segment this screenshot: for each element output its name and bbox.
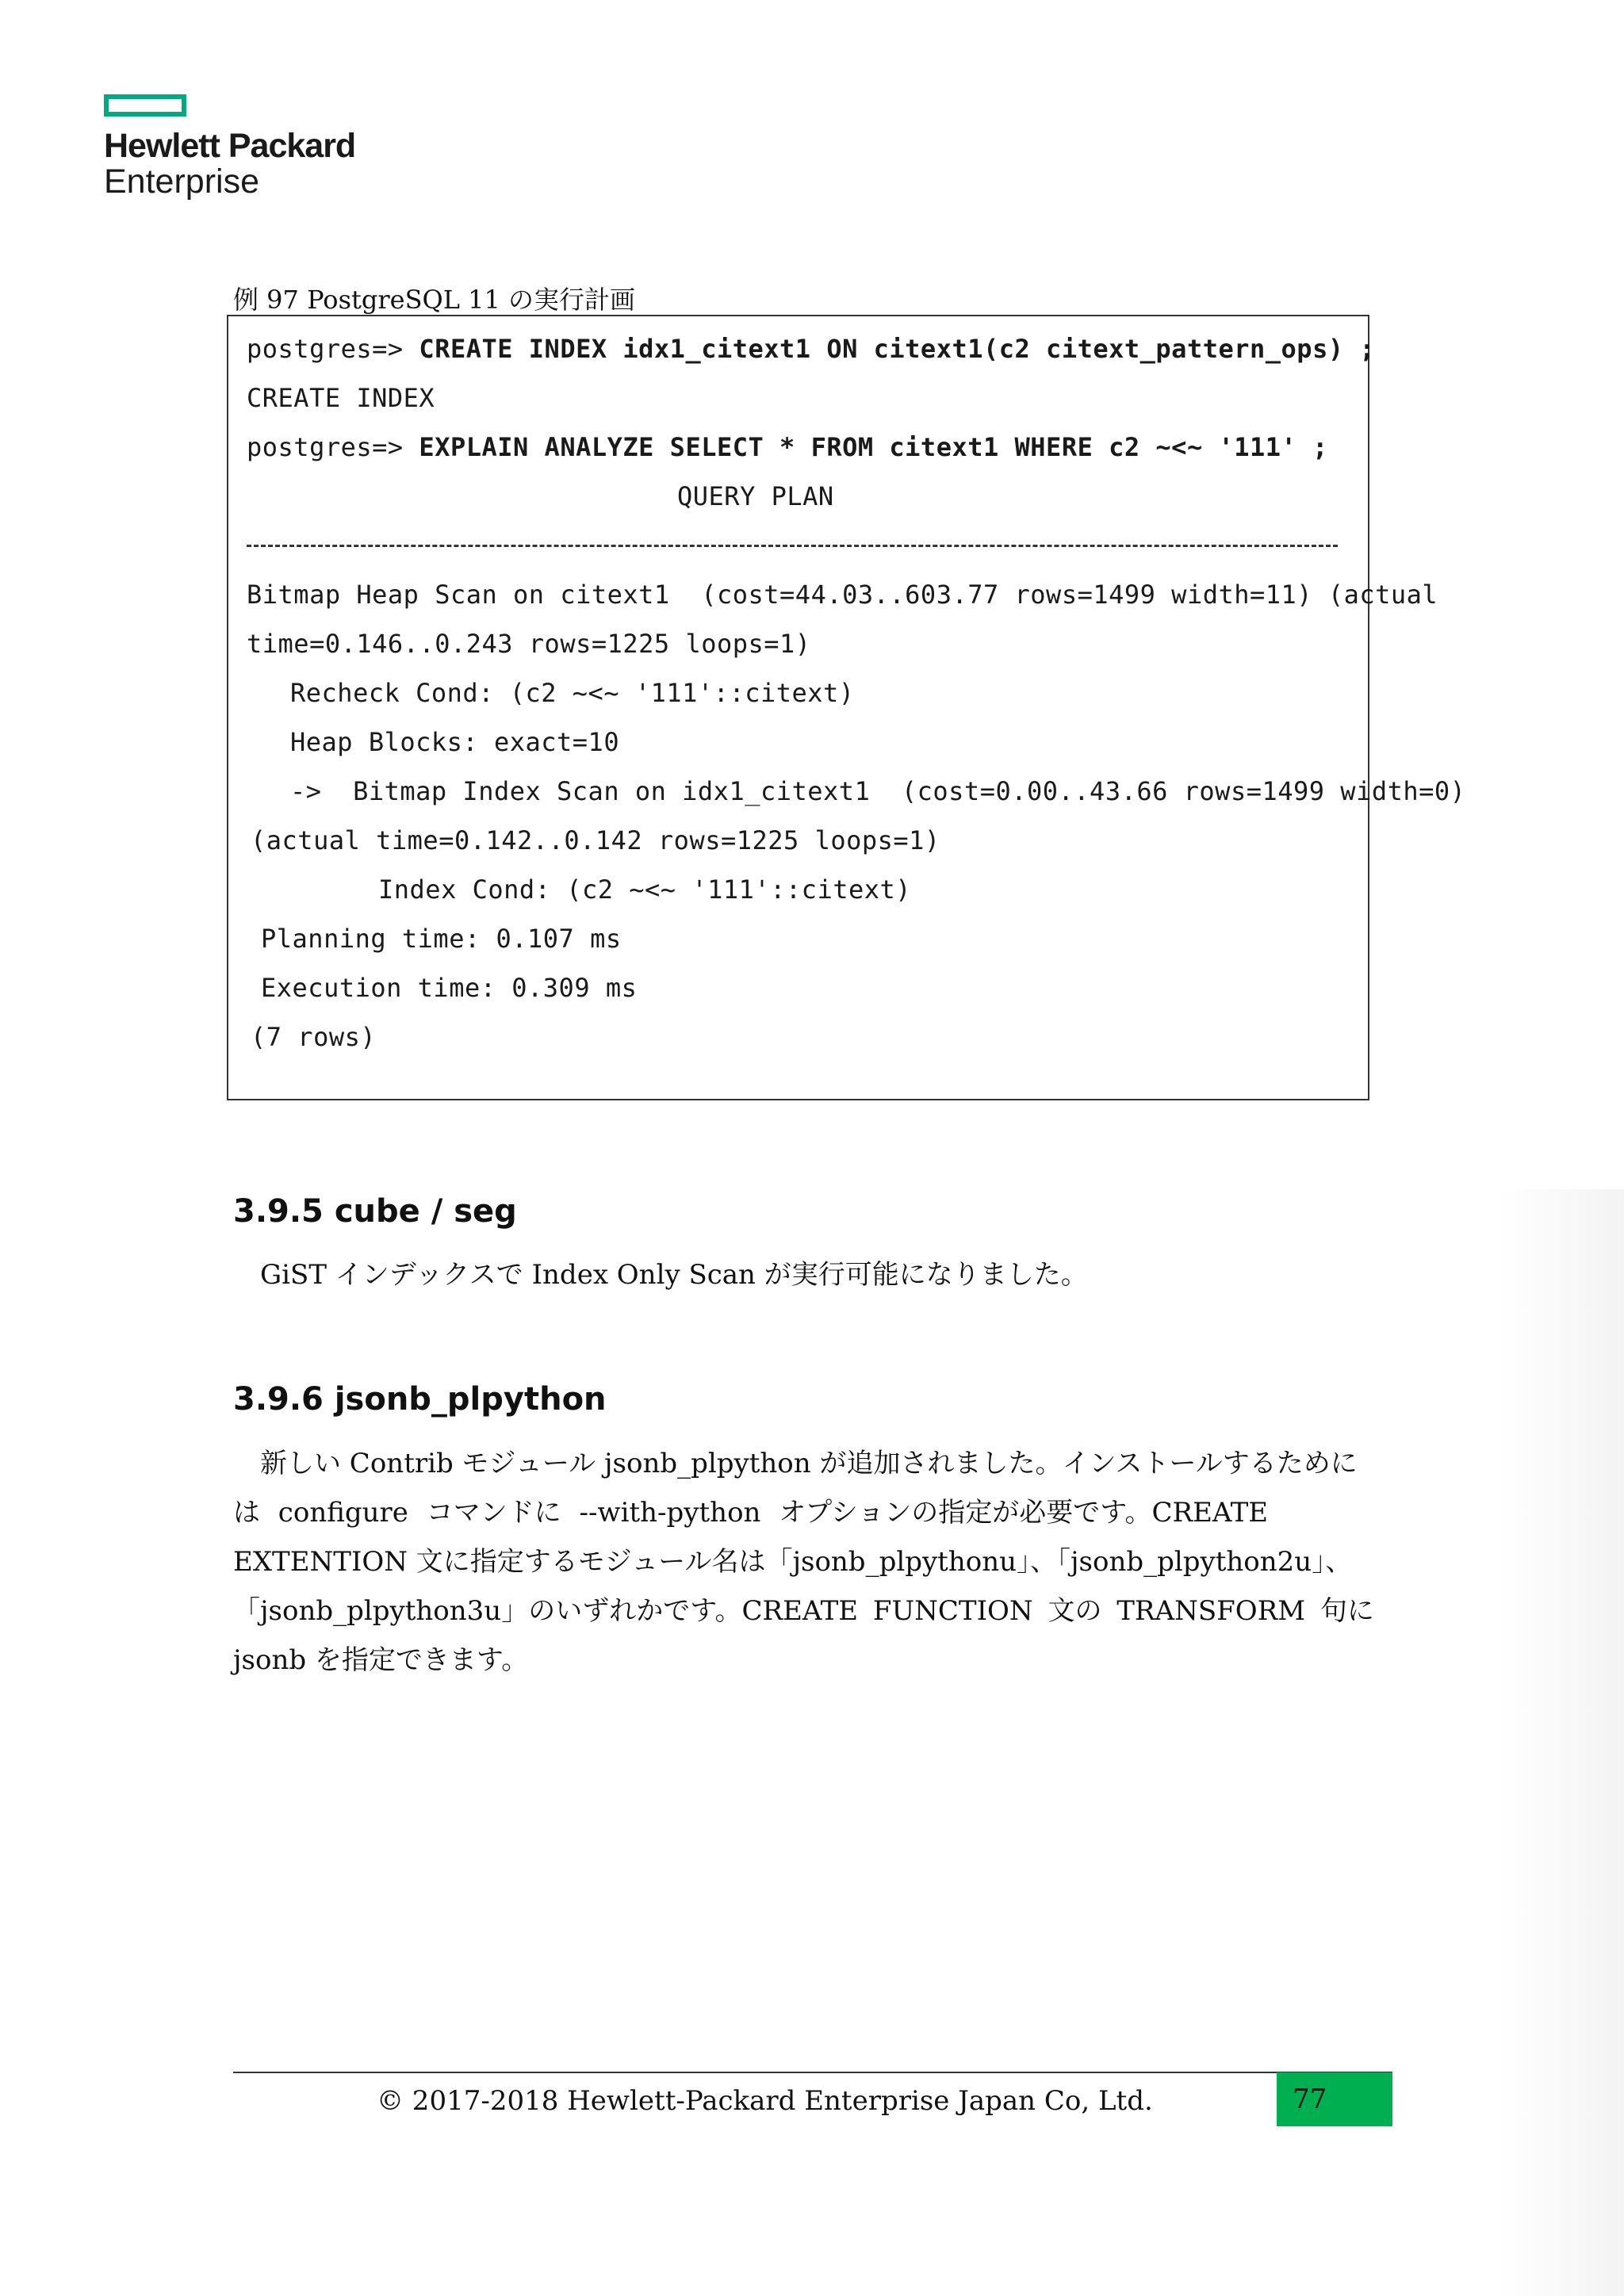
logo-text-line1: Hewlett Packard bbox=[104, 127, 356, 165]
code-prompt: postgres=> bbox=[247, 432, 419, 462]
logo-text-line2: Enterprise bbox=[104, 163, 259, 201]
code-line-2: CREATE INDEX bbox=[247, 383, 435, 413]
code-line-13: Planning time: 0.107 ms bbox=[261, 924, 622, 954]
paragraph-line: 「jsonb_plpython3u」のいずれかです。CREATE FUNCTION 文の TRANSFORM 句に bbox=[233, 1595, 1374, 1627]
paragraph-line: EXTENTION 文に指定するモジュール名は「jsonb_plpythonu」、「jsonb_plpython2u」、 bbox=[233, 1546, 1353, 1578]
paragraph-line: jsonb を指定できます。 bbox=[233, 1644, 529, 1676]
page-number-box bbox=[1277, 2072, 1392, 2126]
code-line-15: (7 rows) bbox=[251, 1022, 377, 1052]
code-line-12: Index Cond: (c2 ~<~ '111'::citext) bbox=[378, 874, 912, 905]
code-line-8: Recheck Cond: (c2 ~<~ '111'::citext) bbox=[290, 678, 855, 708]
code-line-11: (actual time=0.142..0.142 rows=1225 loops=1) bbox=[251, 825, 940, 855]
code-command: CREATE INDEX idx1_citext1 ON citext1(c2 citext_pattern_ops) ; bbox=[419, 334, 1376, 364]
code-line-3 bbox=[247, 432, 1328, 462]
footer-copyright: © 2017-2018 Hewlett-Packard Enterprise Japan Co, Ltd. bbox=[377, 2085, 1153, 2117]
code-line-10: -> Bitmap Index Scan on idx1_citext1 (cost=0.00..43.66 rows=1499 width=0) bbox=[290, 776, 1466, 806]
code-separator bbox=[247, 545, 1338, 547]
section-heading-cube-seg: 3.9.5 cube / seg bbox=[233, 1193, 517, 1230]
section-heading-jsonb-plpython: 3.9.6 jsonb_plpython bbox=[233, 1381, 607, 1418]
page-edge-shading bbox=[1497, 1189, 1624, 2296]
code-line-7: time=0.146..0.243 rows=1225 loops=1) bbox=[247, 629, 811, 659]
logo-mark bbox=[104, 94, 186, 117]
code-prompt: postgres=> bbox=[247, 334, 419, 364]
footer-rule bbox=[233, 2072, 1392, 2073]
code-line-1 bbox=[247, 334, 1375, 364]
code-line-4: QUERY PLAN bbox=[677, 481, 834, 511]
code-line-6: Bitmap Heap Scan on citext1 (cost=44.03..603.77 rows=1499 width=11) (actual bbox=[247, 580, 1438, 610]
section-paragraph: GiST インデックスで Index Only Scan が実行可能になりました。 bbox=[260, 1259, 1088, 1291]
code-line-9: Heap Blocks: exact=10 bbox=[290, 727, 620, 757]
code-line-14: Execution time: 0.309 ms bbox=[261, 973, 638, 1003]
code-command: EXPLAIN ANALYZE SELECT * FROM citext1 WHERE c2 ~<~ '111' ; bbox=[419, 432, 1328, 462]
paragraph-line: は configure コマンドに --with-python オプションの指定が必要です。CREATE bbox=[233, 1497, 1269, 1529]
paragraph-line: 新しい Contrib モジュール jsonb_plpython が追加されました。インストールするために bbox=[260, 1448, 1358, 1479]
figure-caption: 例 97 PostgreSQL 11 の実行計画 bbox=[233, 285, 636, 315]
page-number: 77 bbox=[1293, 2084, 1327, 2115]
